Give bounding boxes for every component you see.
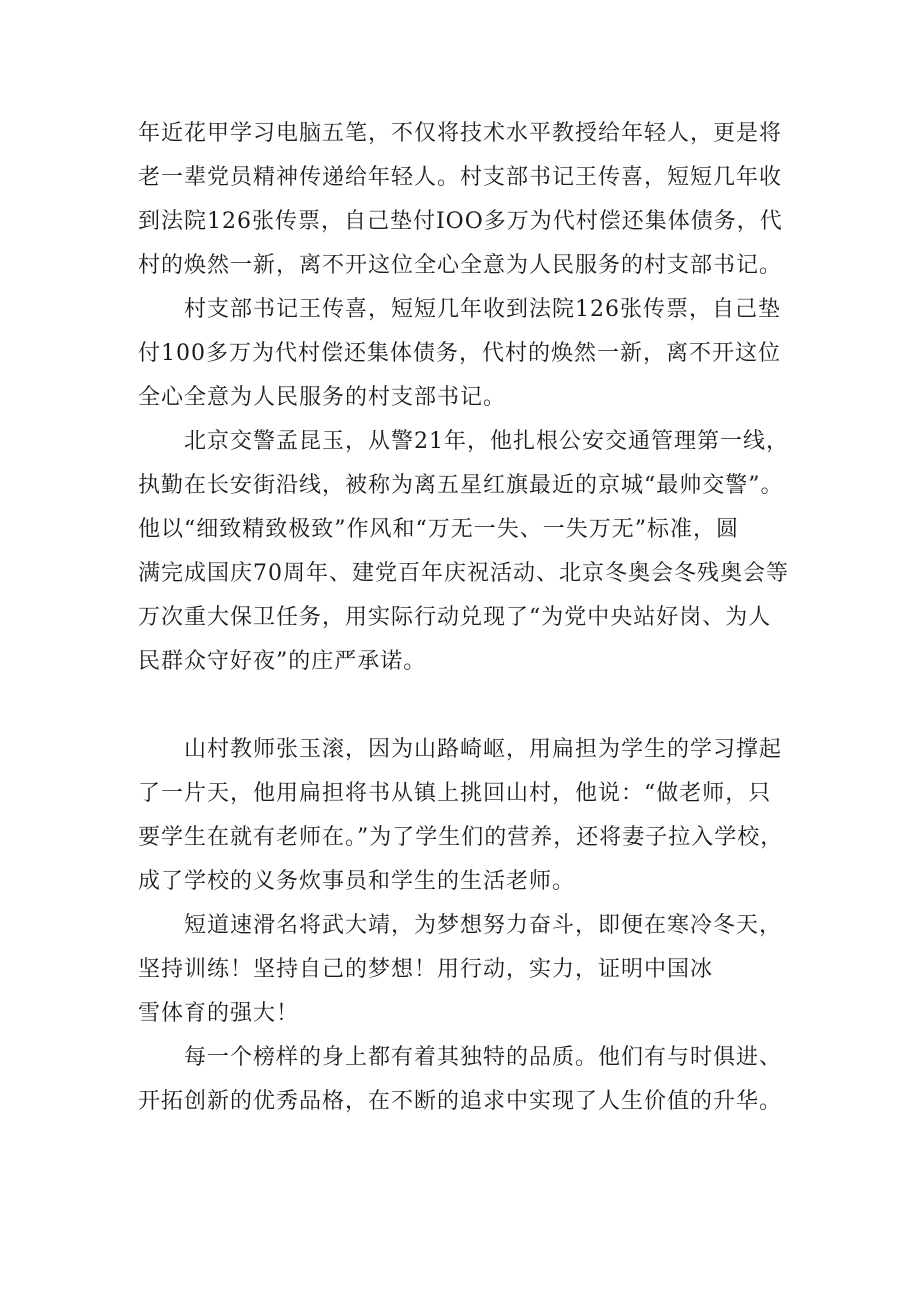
paragraph-2: [138, 288, 818, 420]
paragraph-line: 他以“细致精致极致”作风和“万无一失、一失万无”标准，圆: [138, 517, 739, 542]
paragraph-line: 村支部书记王传喜，短短几年收到法院126张传票，自己垫: [184, 297, 781, 322]
paragraph-line: 年近花甲学习电脑五笔，不仅将技术水平教授给年轻人，更是将: [138, 121, 783, 146]
paragraph-line: 坚持训练！坚持自己的梦想！用行动，实力，证明中国冰: [138, 957, 714, 982]
paragraph-line: 开拓创新的优秀品格，在不断的追求中实现了人生价值的升华。: [138, 1089, 783, 1114]
paragraph-line: 满完成国庆70周年、建党百年庆祝活动、北京冬奥会冬残奥会等: [138, 561, 789, 586]
paragraph-line: 雪体育的强大！: [138, 1001, 300, 1026]
paragraph-line: 北京交警孟昆玉，从警21年，他扎根公安交通管理第一线，: [184, 429, 789, 454]
paragraph-5: [138, 904, 818, 1036]
paragraph-line: 执勤在长安街沿线，被称为离五星红旗最近的京城“最帅交警”。: [138, 473, 784, 498]
paragraph-3: [138, 420, 818, 684]
paragraph-line: 成了学校的义务炊事员和学生的生活老师。: [138, 869, 576, 894]
paragraph-line: 要学生在就有老师在。”为了学生们的营养，还将妻子拉入学校，: [138, 825, 784, 850]
paragraph-4: [138, 728, 818, 904]
paragraph-line: 了一片天，他用扁担将书从镇上挑回山村，他说：“做老师，只: [138, 781, 772, 806]
paragraph-line: 短道速滑名将武大靖，为梦想努力奋斗，即便在寒冷冬天，: [184, 913, 783, 938]
paragraph-6: [138, 1036, 818, 1124]
paragraph-line: 村的焕然一新，离不开这位全心全意为人民服务的村支部书记。: [138, 253, 783, 278]
paragraph-1: [138, 112, 818, 288]
paragraph-line: 到法院126张传票，自己垫付IOO多万为代村偿还集体债务，代: [138, 209, 783, 234]
paragraph-line: 全心全意为人民服务的村支部书记。: [138, 385, 507, 410]
paragraph-line: 老一辈党员精神传递给年轻人。村支部书记王传喜，短短几年收: [138, 165, 783, 190]
paragraph-line: 付100多万为代村偿还集体债务，代村的焕然一新，离不开这位: [138, 341, 781, 366]
paragraph-line: 民群众守好夜”的庄严承诺。: [138, 649, 427, 674]
paragraph-line: 每一个榜样的身上都有着其独特的品质。他们有与时俱进、: [184, 1045, 783, 1070]
paragraph-line: 万次重大保卫任务，用实际行动兑现了“为党中央站好岗、为人: [138, 605, 772, 630]
paragraph-line: 山村教师张玉滚，因为山路崎岖，用扁担为学生的学习撑起: [184, 737, 783, 762]
